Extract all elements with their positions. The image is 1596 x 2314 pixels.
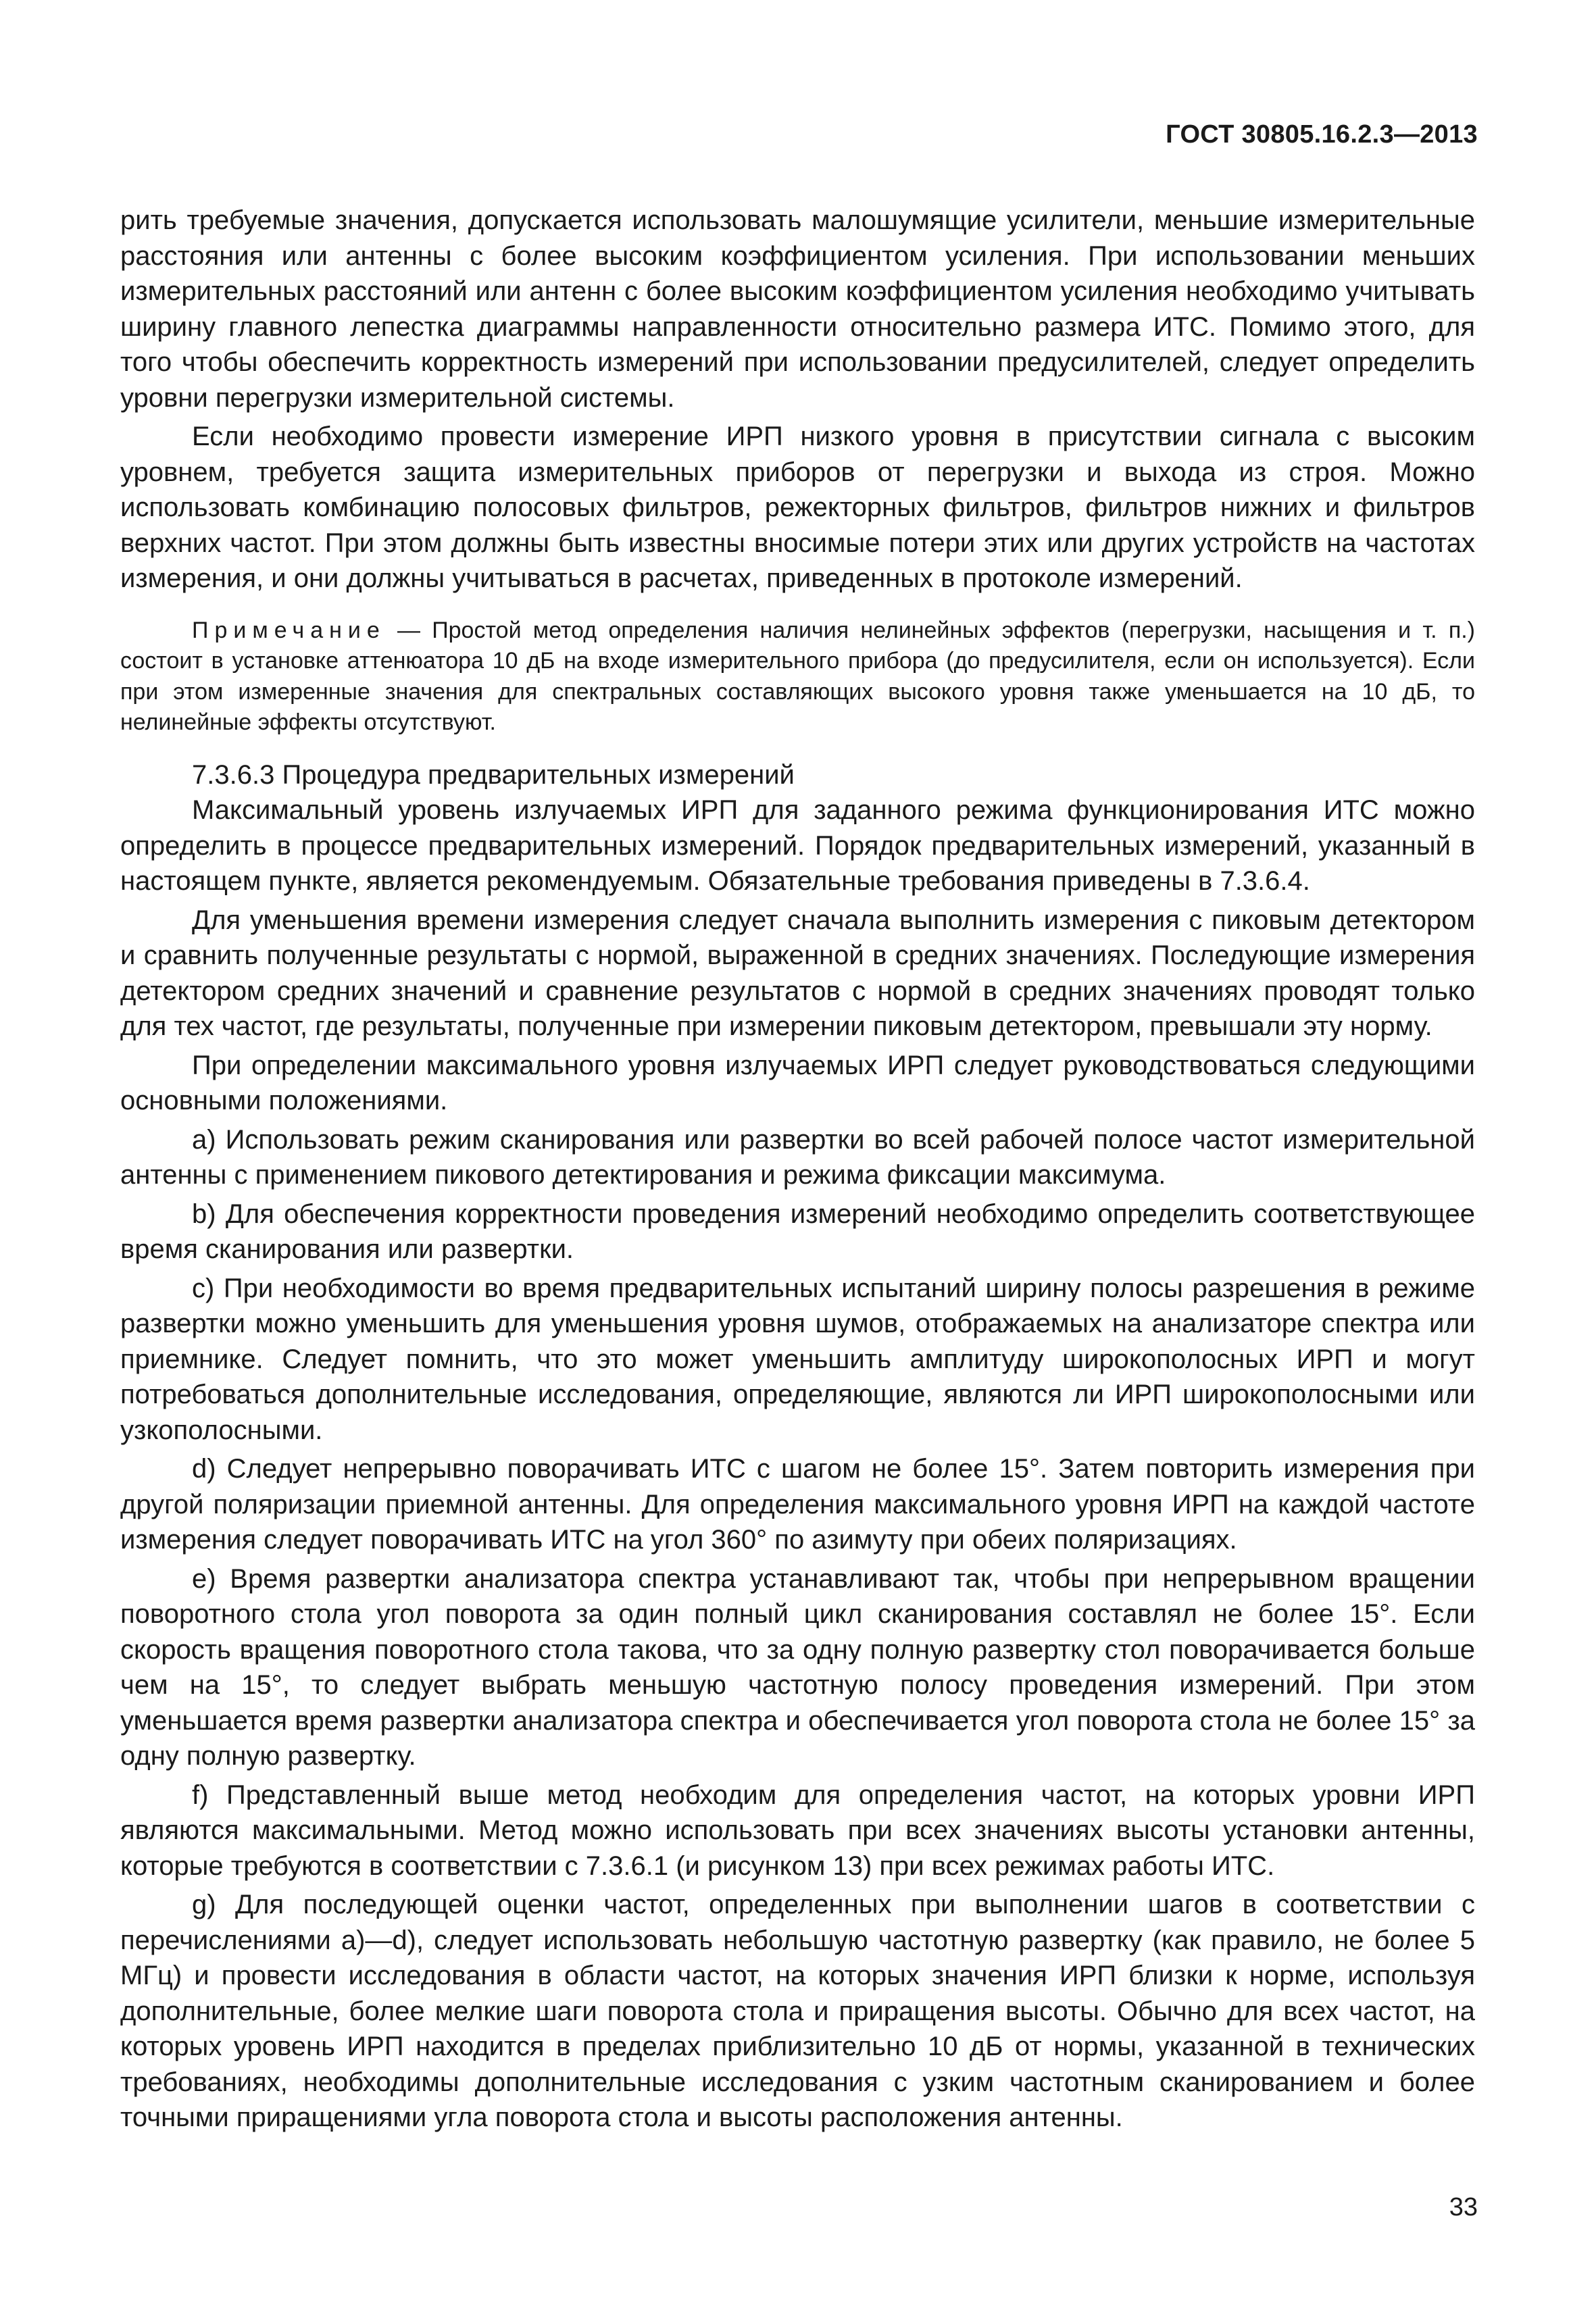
section-heading: 7.3.6.3 Процедура предварительных измерений: [192, 759, 795, 790]
list-item-d: d) Следует непрерывно поворачивать ИТС с шагом не более 15°. Затем повторить измерения при другой поляризации приемной антенны. Для определения максимального уровня ИРП на каждой частоте измерения следует поворачивать ИТС на угол 360° по азимуту при обеих поляризациях.: [120, 1454, 1475, 1555]
paragraph-continuation: рить требуемые значения, допускается использовать малошумящие усилители, меньшие измерительные расстояния или антенны с более высоким коэффициентом усиления. При использовании меньших измерительных расстояний или антенн с более высоким коэффициентом усиления необходимо учитывать ширину главного лепестка диаграммы направленности относительно размера ИТС. Помимо этого, для того чтобы обеспечить корректность измерений при использовании предусилителей, следует определить уровни перегрузки измерительной системы.: [120, 205, 1475, 413]
list-item-e: e) Время развертки анализатора спектра устанавливают так, чтобы при непрерывном вращении поворотного стола угол поворота за один полный цикл сканирования составлял не более 15°. Если скорость вращения поворотного стола такова, что за одну полную развертку стол поворачивается больше чем на 15°, то следует выбрать меньшую частотную полосу проведения измерений. При этом уменьшается время развертки анализатора спектра и обеспечивается угол поворота стола не более 15° за одну полную развертку.: [120, 1563, 1475, 1771]
note-block: [120, 615, 1475, 738]
note-text: — Простой метод определения наличия нелинейных эффектов (перегрузки, насыщения и т. п.) состоит в установке аттенюатора 10 дБ на входе измерительного прибора (до предусилителя, если он используется). Если при этом измеренные значения для спектральных составляющих высокого уровня также уменьшается на 10 дБ, то нелинейные эффекты отсутствуют.: [120, 617, 1475, 735]
list-item-f: f) Представленный выше метод необходим для определения частот, на которых уровни ИРП являются максимальными. Метод можно использовать при всех значениях высоты установки антенны, которые требуются в соответствии с 7.3.6.1 (и рисунком 13) при всех режимах работы ИТС.: [120, 1780, 1475, 1881]
page-number: 33: [1449, 2193, 1478, 2221]
document-body: [120, 203, 1475, 2136]
paragraph-overload-protection: Если необходимо провести измерение ИРП низкого уровня в присутствии сигнала с высоким уровнем, требуется защита измерительных приборов от перегрузки и выхода из строя. Можно использовать комбинацию полосовых фильтров, режекторных фильтров, фильтров нижних и фильтров верхних частот. При этом должны быть известны вносимые потери этих или других устройств на частотах измерения, и они должны учитываться в расчетах, приведенных в протоколе измерений.: [120, 422, 1475, 593]
document-standard-header: ГОСТ 30805.16.2.3—2013: [1166, 120, 1478, 149]
list-item-a: a) Использовать режим сканирования или развертки во всей рабочей полосе частот измерительной антенны с применением пикового детектирования и режима фиксации максимума.: [120, 1124, 1475, 1190]
paragraph-measurement-time: Для уменьшения времени измерения следует сначала выполнить измерения с пиковым детектором и сравнить полученные результаты с нормой, выраженной в средних значениях. Последующие измерения детектором средних значений и сравнение результатов с нормой в средних значениях проводят только для тех частот, где результаты, полученные при измерении пиковым детектором, превышали эту норму.: [120, 905, 1475, 1041]
list-item-b: b) Для обеспечения корректности проведения измерений необходимо определить соответствующее время сканирования или развертки.: [120, 1199, 1475, 1264]
paragraph-main-provisions: При определении максимального уровня излучаемых ИРП следует руководствоваться следующими основными положениями.: [120, 1050, 1475, 1115]
paragraph-max-level: Максимальный уровень излучаемых ИРП для заданного режима функционирования ИТС можно определить в процессе предварительных измерений. Порядок предварительных измерений, указанный в настоящем пункте, является рекомендуемым. Обязательные требования приведены в 7.3.6.4.: [120, 795, 1475, 896]
note-label: Примечание: [192, 617, 386, 643]
list-item-c: c) При необходимости во время предварительных испытаний ширину полосы разрешения в режиме развертки можно уменьшить для уменьшения уровня шумов, отображаемых на анализаторе спектра или приемнике. Следует помнить, что это может уменьшить амплитуду широкополосных ИРП и могут потребоваться дополнительные исследования, определяющие, являются ли ИРП широкополосными или узкополосными.: [120, 1273, 1475, 1445]
list-item-g: g) Для последующей оценки частот, определенных при выполнении шагов в соответствии с перечислениями a)—d), следует использовать небольшую частотную развертку (как правило, не более 5 МГц) и провести исследования в области частот, на которых значения ИРП близки к норме, используя дополнительные, более мелкие шаги поворота стола и приращения высоты. Обычно для всех частот, на которых уровень ИРП находится в пределах приблизительно 10 дБ от нормы, указанной в технических требованиях, необходимы дополнительные исследования с узким частотным сканированием и более точными приращениями угла поворота стола и высоты расположения антенны.: [120, 1890, 1475, 2132]
